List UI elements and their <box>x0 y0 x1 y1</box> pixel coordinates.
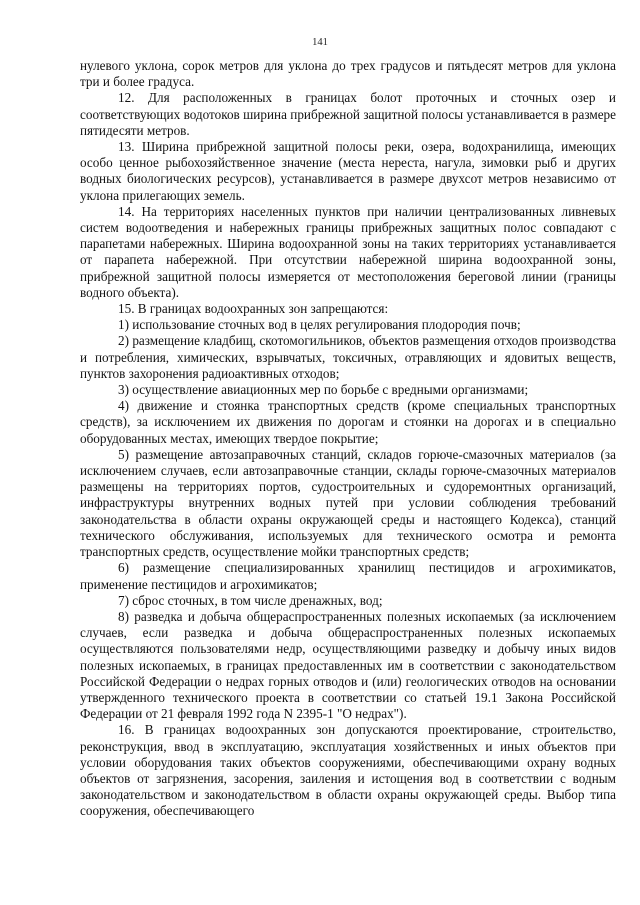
list-item-2: 2) размещение кладбищ, скотомогильников, объектов размещения отходов производства и потребления, химических, взрывчатых, токсичных, отравляющих и ядовитых веществ, пунктов захоронения радиоактивных отходов; <box>80 333 616 381</box>
list-item-6: 6) размещение специализированных хранилищ пестицидов и агрохимикатов, применение пестицидов и агрохимикатов; <box>80 560 616 592</box>
list-item-3: 3) осуществление авиационных мер по борьбе с вредными организмами; <box>118 382 529 398</box>
paragraph-continuation: нулевого уклона, сорок метров для уклона до трех градусов и пятьдесят метров для уклона три и более градуса. <box>80 58 616 90</box>
page-number: 141 <box>312 37 328 48</box>
list-item-4: 4) движение и стоянка транспортных средств (кроме специальных транспортных средств), за исключением их движения по дорогам и стоянки на дорогах и в специально оборудованных местах, имеющих твердое покрытие; <box>80 398 616 446</box>
paragraph-14: 14. На территориях населенных пунктов при наличии централизованных ливневых систем водоотведения и набережных границы прибрежных защитных полос совпадают с парапетами набережных. Ширина водоохранной зоны на таких территориях устанавливается от парапета набережной. При отсутствии набережной ширина водоохранной зоны, прибрежной защитной полосы измеряется от местоположения береговой линии (границы водного объекта). <box>80 203 616 300</box>
paragraph-15: 15. В границах водоохранных зон запрещаются: <box>118 301 389 317</box>
paragraph-13: 13. Ширина прибрежной защитной полосы реки, озера, водохранилища, имеющих особо ценное рыбохозяйственное значение (места нереста, нагула, зимовки рыб и других водных биологических ресурсов), устанавливается в размере двухсот метров независимо от уклона прилегающих земель. <box>80 139 616 203</box>
list-item-8: 8) разведка и добыча общераспространенных полезных ископаемых (за исключением случаев, если разведка и добыча общераспространенных полезных ископаемых осуществляются пользователями недр, осуществляющими разведку и добычу иных видов полезных ископаемых, в границах предоставленных им в соответствии с законодательством Российской Федерации о недрах горных отводов и (или) геологических отводов на основании утвержденного технического проекта в соответствии со статьей 19.1 Закона Российской Федерации от 21 февраля 1992 года N 2395-1 "О недрах"). <box>80 608 616 722</box>
paragraph-16: 16. В границах водоохранных зон допускаются проектирование, строительство, реконструкция, ввод в эксплуатацию, эксплуатация хозяйственных и иных объектов при условии оборудования таких объектов сооружениями, обеспечивающими охрану водных объектов от загрязнения, засорения, заиления и истощения вод в соответствии с водным законодательством и законодательством в области охраны окружающей среды. Выбор типа сооружения, обеспечивающего <box>80 722 616 819</box>
list-item-7: 7) сброс сточных, в том числе дренажных, вод; <box>118 592 383 608</box>
list-item-1: 1) использование сточных вод в целях регулирования плодородия почв; <box>118 317 521 333</box>
list-item-5: 5) размещение автозаправочных станций, складов горюче-смазочных материалов (за исключением случаев, если автозаправочные станции, склады горюче-смазочных материалов размещены на территориях портов, судостроительных и судоремонтных организаций, инфраструктуры внутренних водных путей при условии соблюдения требований законодательства в области охраны окружающей среды и настоящего Кодекса), станций технического обслуживания, используемых для технического осмотра и ремонта транспортных средств, осуществление мойки транспортных средств; <box>80 446 616 560</box>
paragraph-12: 12. Для расположенных в границах болот проточных и сточных озер и соответствующих водотоков ширина прибрежной защитной полосы устанавливается в размере пятидесяти метров. <box>80 90 616 138</box>
document-body <box>80 58 616 820</box>
